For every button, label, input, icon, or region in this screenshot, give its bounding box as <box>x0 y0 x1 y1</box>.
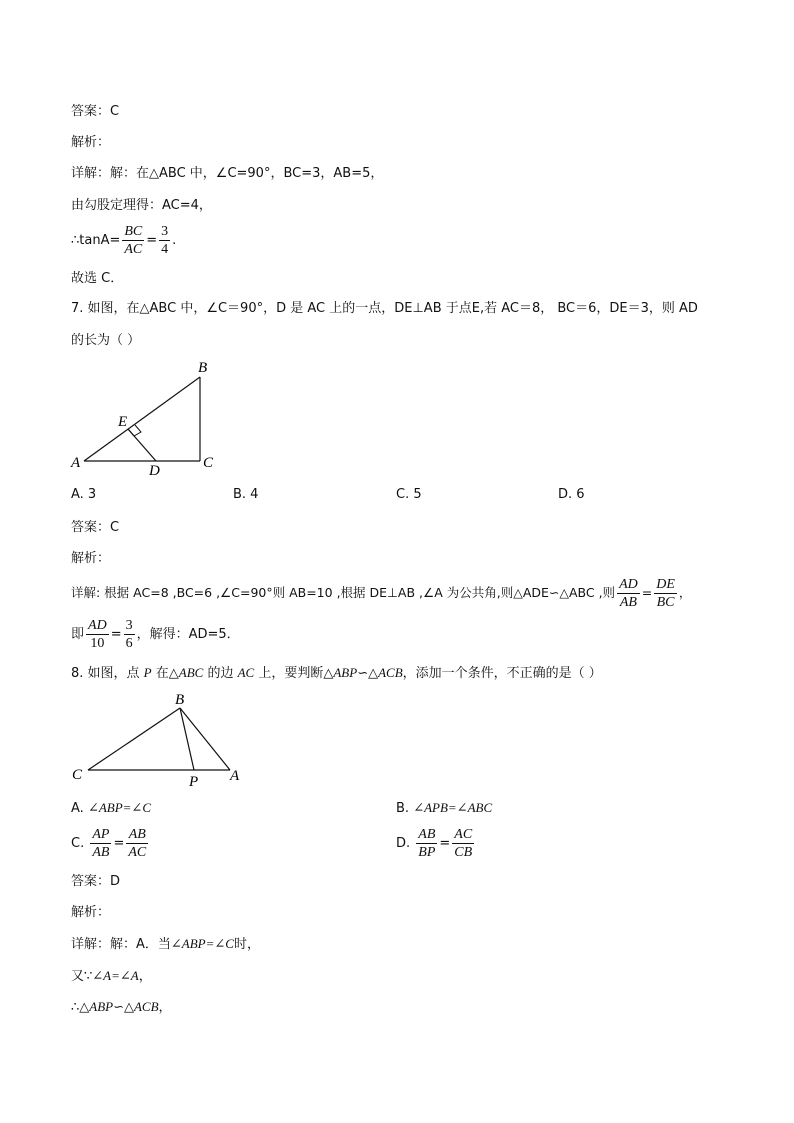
q8-stem-math: ACB <box>378 665 403 680</box>
q7-line2-fraction-2 <box>124 617 135 652</box>
q8-option-d <box>396 826 476 861</box>
q7-detail-eq: = <box>641 585 653 600</box>
q6-pythagoras: 由勾股定理得：AC=4， <box>71 198 212 213</box>
q8-option-c-fraction-1 <box>90 826 111 861</box>
q8-option-d-f2-num: AC <box>454 827 473 842</box>
q8-option-d-fraction-2 <box>452 826 474 861</box>
q7-detail-text: 详解: 根据 AC=8 ,BC=6 ,∠C=90°则 AB=10 ,根据 DE⊥AB ,∠A 为公共角,则△ADE∽△ABC ,则 <box>71 585 616 600</box>
q7-label-b: B <box>198 360 208 376</box>
q8-detail-math: ∠A=∠A <box>92 968 139 983</box>
q7-label-a: A <box>71 455 81 471</box>
q8-stem <box>71 664 602 683</box>
q8-option-c-f1-num: AP <box>92 827 110 842</box>
q7-detail-f1-den: AB <box>619 595 637 610</box>
q6-choose: 故选 C． <box>71 271 124 286</box>
q7-solution-line <box>71 617 240 652</box>
q7-detail-comma: ， <box>678 585 692 600</box>
q8-option-d-fraction-1 <box>416 826 437 861</box>
q8-detail-line-3 <box>71 998 172 1017</box>
q8-option-c-fraction-2 <box>126 826 148 861</box>
q8-side-cb <box>88 708 180 770</box>
q8-detail-line-1 <box>71 935 260 954</box>
q8-analysis-label: 解析： <box>71 905 111 920</box>
q8-option-c-f2-den: AC <box>128 845 147 860</box>
q8-triangle-figure <box>68 690 258 790</box>
q7-label-c: C <box>203 455 214 471</box>
q7-stem-line1: 7. 如图，在△ABC 中，∠C＝90°，D 是 AC 上的一点，DE⊥AB 于点E,若 AC＝8， BC＝6，DE＝3，则 AD <box>71 301 698 316</box>
q6-answer: 答案：C <box>71 104 120 119</box>
q8-option-c-eq: = <box>113 836 125 851</box>
q8-option-d-f1-num: AB <box>418 827 436 842</box>
q6-tan-end: . <box>172 233 177 248</box>
q6-analysis-label: 解析： <box>71 135 111 150</box>
q8-label-b: B <box>175 692 185 708</box>
q7-line2-suffix: ，解得：AD=5． <box>136 627 240 642</box>
q6-tan-eq: = <box>146 233 158 248</box>
q8-option-d-label: D. <box>396 836 415 851</box>
q8-stem-part: 上，要判断△ <box>254 666 334 681</box>
q7-label-e: E <box>118 414 128 430</box>
q7-line2-f2-num: 3 <box>125 618 133 633</box>
q8-option-b-text: ∠APB=∠ABC <box>413 800 493 815</box>
q7-detail-fraction-2 <box>654 576 677 611</box>
q7-option-b: B. 4 <box>233 487 259 502</box>
q7-line2-f1-den: 10 <box>90 636 105 651</box>
q8-detail-math: △ABP∽△ACB <box>79 999 159 1014</box>
q8-stem-part: ∽△ <box>357 666 379 681</box>
q7-detail-f2-den: BC <box>656 595 675 610</box>
q8-option-c-f1-den: AB <box>92 845 110 860</box>
q7-line2-f2-den: 6 <box>125 636 133 651</box>
q6-tan-num: BC <box>124 224 143 239</box>
q8-detail-text: ， <box>138 969 152 984</box>
q8-option-d-f1-den: BP <box>418 845 436 860</box>
q8-stem-math: ABP <box>333 665 358 680</box>
q8-option-c-f2-num: AB <box>126 826 148 844</box>
q8-detail-text: 又∵ <box>71 969 93 984</box>
q7-detail-f2-num: DE <box>656 577 675 592</box>
q7-option-c: C. 5 <box>396 487 422 502</box>
q8-label-c: C <box>72 767 83 783</box>
q6-tan-value-fraction <box>159 223 170 258</box>
q7-side-ab <box>84 377 200 461</box>
q6-tan-formula <box>71 223 176 258</box>
q8-option-b <box>396 800 492 816</box>
q8-option-a-text: ∠ABP=∠C <box>87 800 151 815</box>
q8-option-c <box>71 826 150 861</box>
q7-line2-eq: = <box>110 627 122 642</box>
q6-tan-prefix: ∴tanA= <box>71 233 121 248</box>
q6-tan-fraction <box>122 223 144 258</box>
q8-option-a <box>71 800 151 816</box>
q8-option-d-eq: = <box>439 836 451 851</box>
q6-detail: 详解：解：在△ABC 中，∠C=90°，BC=3，AB=5， <box>71 166 384 181</box>
q8-stem-part: ，添加一个条件，不正确的是（ ） <box>402 666 602 681</box>
q8-option-c-label: C. <box>71 836 89 851</box>
q8-label-a: A <box>230 768 240 784</box>
q7-answer: 答案：C <box>71 520 120 535</box>
q8-stem-part: 在△ <box>151 666 179 681</box>
q8-detail-line-2 <box>71 967 152 986</box>
q8-answer: 答案：D <box>71 874 121 889</box>
q8-detail-math: ∠ABP=∠C <box>170 936 234 951</box>
q7-label-d: D <box>149 463 160 479</box>
q8-stem-math: AC <box>237 665 255 680</box>
q8-detail-text: 详解：解：A．当 <box>71 937 171 952</box>
q7-line2-prefix: 即 <box>71 627 85 642</box>
q7-option-d: D. 6 <box>558 487 585 502</box>
q8-label-p: P <box>189 774 199 790</box>
q7-detail-fraction-1 <box>617 576 640 611</box>
q7-option-a: A. 3 <box>71 487 97 502</box>
q8-detail-text: ∴ <box>71 1000 80 1015</box>
q8-stem-math: P <box>143 665 152 680</box>
q8-option-d-f2-den: CB <box>454 845 473 860</box>
q7-detail-f1-num: AD <box>619 577 638 592</box>
q7-stem-line2: 的长为（ ） <box>71 333 141 348</box>
q7-line2-fraction-1 <box>86 617 109 652</box>
q8-stem-math: ABC <box>178 665 204 680</box>
q6-tan-den: AC <box>124 242 143 257</box>
q8-detail-text: ， <box>158 1000 172 1015</box>
q8-option-b-label: B. <box>396 801 414 816</box>
q8-stem-part: 的边 <box>203 666 238 681</box>
q6-tan-val-num: 3 <box>161 224 169 239</box>
q6-tan-val-den: 4 <box>161 242 169 257</box>
q8-stem-part: 8. 如图，点 <box>71 666 144 681</box>
q8-detail-text: 时， <box>233 937 260 952</box>
q7-analysis-label: 解析： <box>71 551 111 566</box>
q7-line2-f1-num: AD <box>88 618 107 633</box>
q8-option-a-label: A. <box>71 801 88 816</box>
q7-detail <box>71 576 691 611</box>
q7-triangle-figure <box>68 355 228 480</box>
